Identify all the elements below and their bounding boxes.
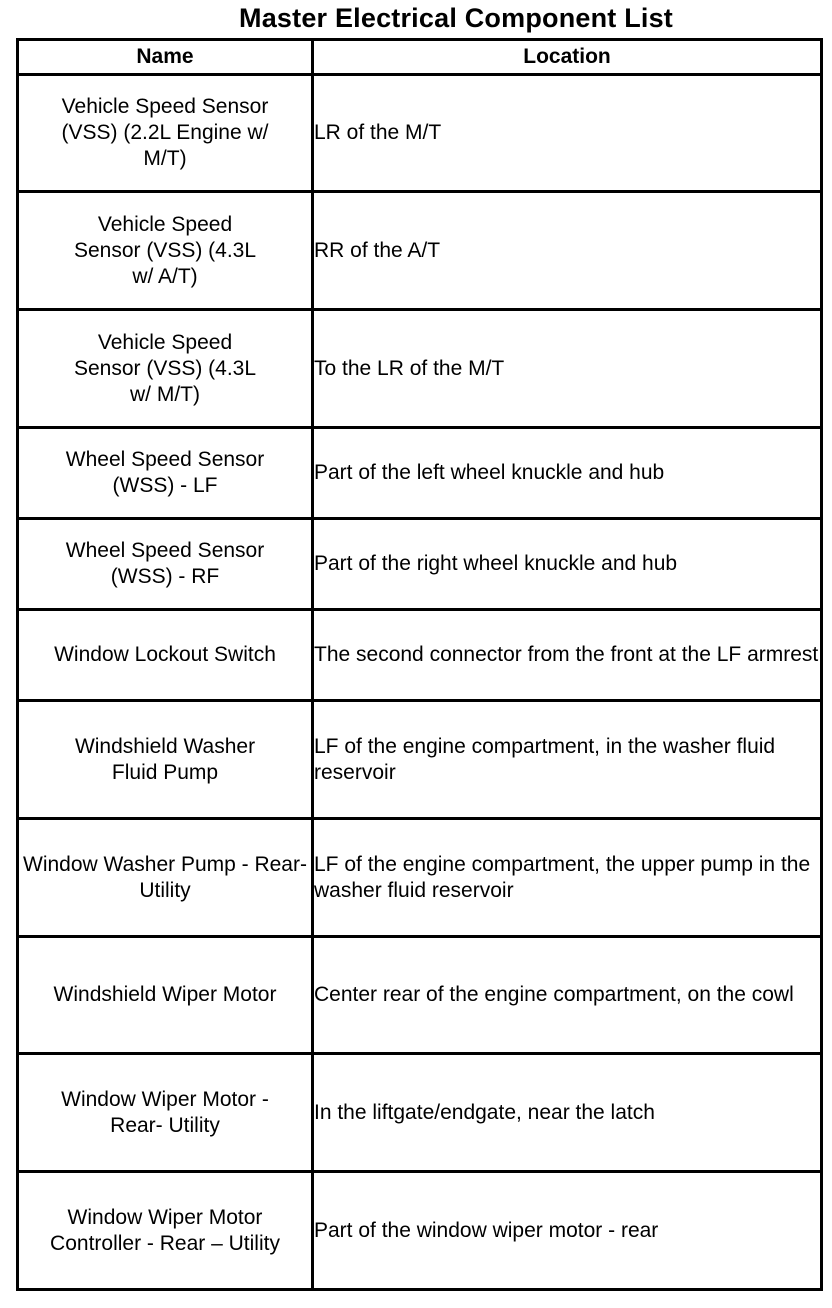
component-name: Wheel Speed Sensor (WSS) - RF [18,519,313,610]
component-name: Vehicle Speed Sensor (VSS) (4.3L w/ M/T) [18,310,313,428]
table-row [18,428,822,519]
table-row [18,1172,822,1290]
component-location: LF of the engine compartment, the upper pump in the washer fluid reservoir [313,819,822,937]
header-row [18,40,822,75]
component-location: The second connector from the front at the LF armrest [313,610,822,701]
table-row [18,610,822,701]
component-name: Window Wiper Motor Controller - Rear – Utility [18,1172,313,1290]
table-row [18,819,822,937]
component-location: LR of the M/T [313,75,822,192]
table-row [18,701,822,819]
component-name: Windshield Washer Fluid Pump [18,701,313,819]
component-location: Center rear of the engine compartment, on the cowl [313,937,822,1054]
component-location: To the LR of the M/T [313,310,822,428]
component-location: Part of the right wheel knuckle and hub [313,519,822,610]
component-name: Window Wiper Motor - Rear- Utility [18,1054,313,1172]
component-location: LF of the engine compartment, in the washer fluid reservoir [313,701,822,819]
component-name: Windshield Wiper Motor [18,937,313,1054]
table-row [18,192,822,310]
table-row [18,75,822,192]
table-row [18,519,822,610]
component-table [16,38,823,1291]
component-location: RR of the A/T [313,192,822,310]
table-row [18,1054,822,1172]
component-name: Wheel Speed Sensor (WSS) - LF [18,428,313,519]
component-location: Part of the window wiper motor - rear [313,1172,822,1290]
component-name: Vehicle Speed Sensor (VSS) (2.2L Engine w/ M/T) [18,75,313,192]
component-name: Window Lockout Switch [18,610,313,701]
table-row [18,310,822,428]
component-name: Vehicle Speed Sensor (VSS) (4.3L w/ A/T) [18,192,313,310]
component-name: Window Washer Pump - Rear- Utility [18,819,313,937]
page-title: Master Electrical Component List [239,3,673,33]
component-location: Part of the left wheel knuckle and hub [313,428,822,519]
name-column-header: Name [18,40,313,75]
table-row [18,937,822,1054]
location-column-header: Location [313,40,822,75]
component-location: In the liftgate/endgate, near the latch [313,1054,822,1172]
